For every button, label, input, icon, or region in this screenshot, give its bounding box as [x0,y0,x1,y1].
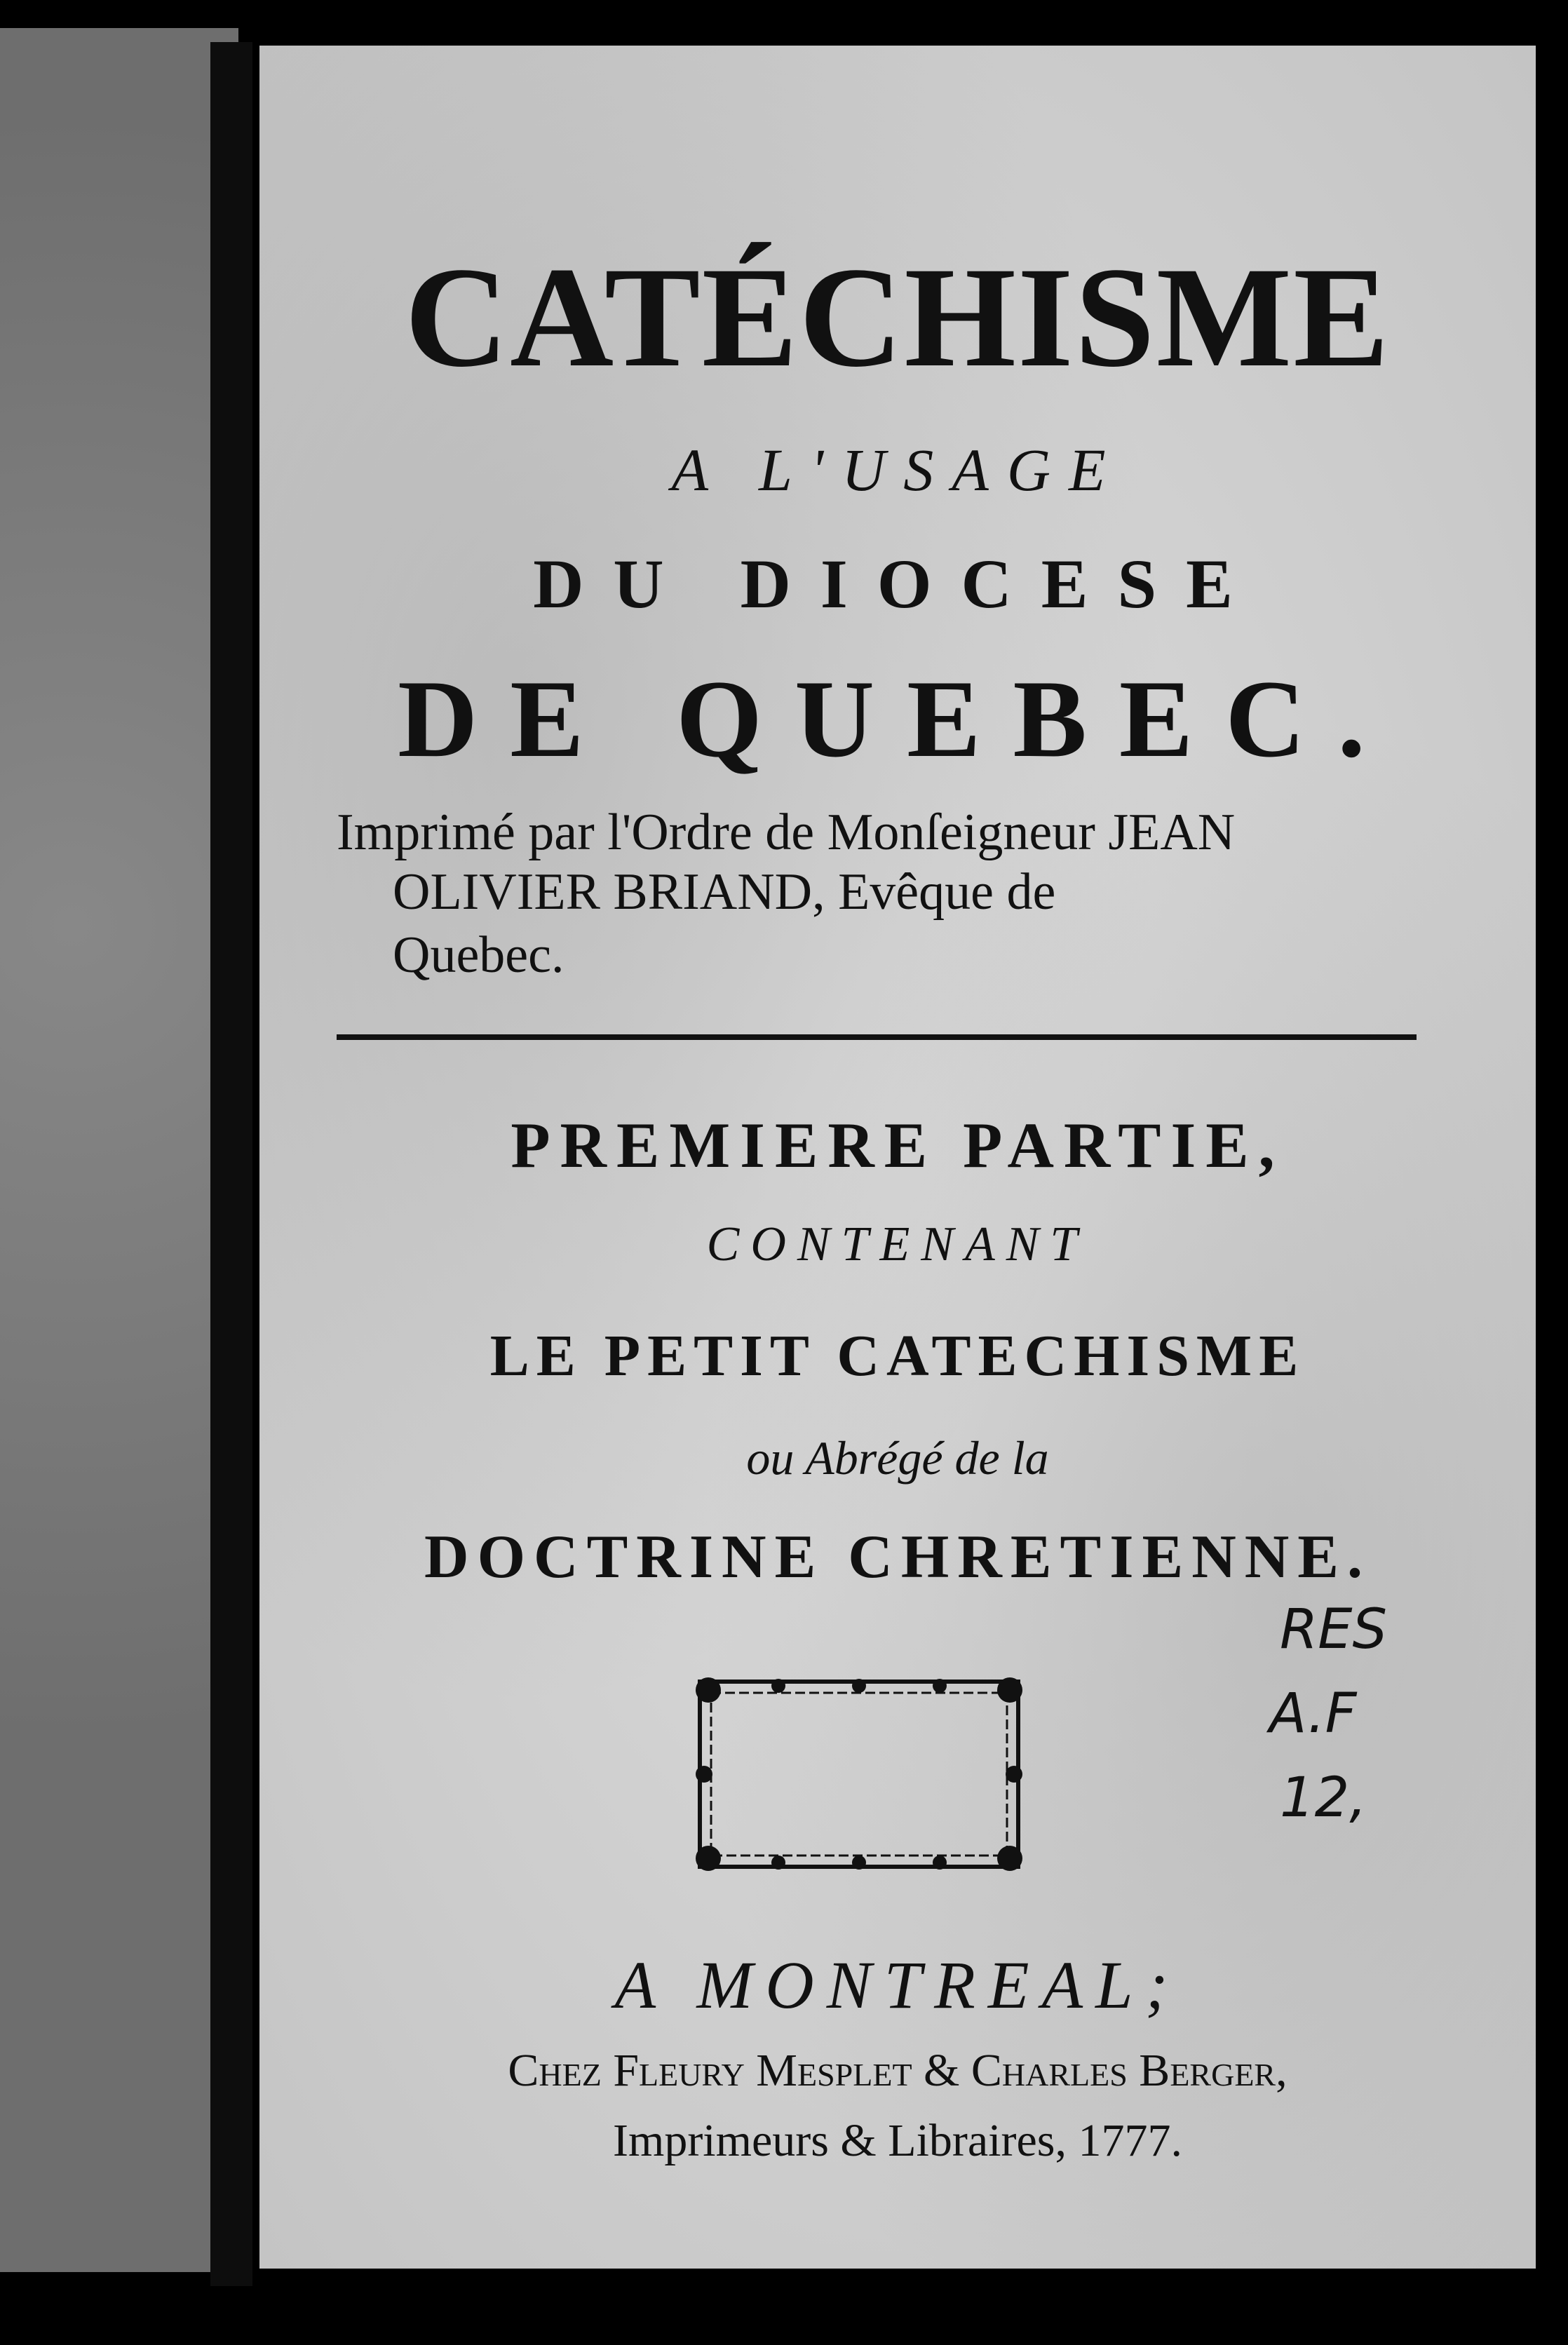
imprint-note-line-1: Imprimé par l'Ordre de Monſeigneur JEAN [337,804,1236,861]
facing-page-edge [0,28,238,2272]
imprint-note-line-2: OLIVIER BRIAND, Evêque de [393,863,1056,921]
usage-line: A L'USAGE [671,436,1124,504]
printer-ornament-icon [694,1676,1024,1872]
abrege-line: ou Abrégé de la [746,1431,1049,1485]
part-heading: PREMIERE PARTIE, [511,1109,1285,1181]
quebec-line: DE QUEBEC. [398,658,1398,780]
petit-catechisme-line: LE PETIT CATECHISME [489,1323,1306,1388]
book-binding [210,42,252,2286]
publisher-trade-date: Imprimeurs & Libraires, 1777. [613,2115,1182,2166]
title-page [259,46,1536,2269]
publisher-names: Chez Fleury Mesplet & Charles Berger, [508,2045,1287,2096]
shelfmark-line-1: RES [1280,1598,1387,1661]
shelfmark-line-2: A.F [1269,1682,1357,1745]
contenant-line: CONTENANT [706,1217,1089,1271]
imprint-note-line-3: Quebec. [393,926,565,984]
horizontal-rule [337,1034,1417,1040]
doctrine-line: DOCTRINE CHRETIENNE. [424,1523,1371,1591]
diocese-line: DU DIOCESE [533,545,1262,623]
publication-place: A MONTREAL; [614,1947,1181,2022]
shelfmark-line-3: 12, [1280,1766,1367,1830]
book-title: CATÉCHISME [405,238,1391,397]
